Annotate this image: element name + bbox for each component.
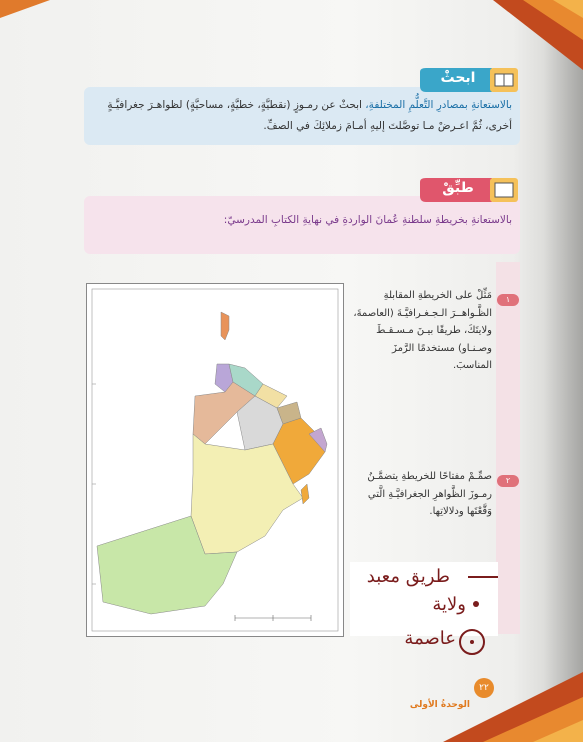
search-instructions — [94, 95, 512, 137]
search-title: ابحثْ — [440, 70, 476, 86]
question-text: صمِّـمْ مفتاحًا للخريطةِ يتضمَّـنُ رمـوزَ الظَّواهرِ الجغرافيَّـةِ الَّتي وَقَّعْتَها ودلالاتِها. — [367, 471, 492, 517]
question-side-strip — [496, 262, 520, 634]
unit-label: الوحدةُ الأولى — [409, 700, 470, 710]
question-number-badge: ١ — [497, 294, 519, 306]
question-text: مَثِّلْ على الخريطةِ المقابلةِ الظَّـواهــرَ الـجـغـرافيَّـةَ (العاصمةَ، ولايتَكَ، طريقًا بيـنَ مـسـقـطَ وصـنـاو) مستخدمًا الرَّمزَ المناسبَ. — [353, 290, 492, 371]
legend-wilayah-label: ولاية — [432, 594, 466, 615]
wilayah-symbol — [473, 601, 479, 607]
search-lead: بالاستعانةِ بمصادرِ التَّعلُّمِ المختلفةِ، — [365, 99, 512, 111]
corner-ribbon-bottom-right — [443, 652, 583, 742]
capital-symbol — [459, 629, 485, 655]
legend-road-label: طريق معبد — [366, 566, 450, 587]
apply-title: طبِّقْ — [442, 180, 474, 196]
corner-ribbon-top-right — [463, 0, 583, 70]
corner-ribbon-top-left — [0, 0, 50, 20]
page-curl-shadow — [543, 0, 583, 742]
oman-regions-map — [87, 284, 343, 636]
question-number-badge: ٢ — [497, 475, 519, 487]
oman-map — [86, 283, 344, 637]
page-number: ٢٢ — [474, 678, 494, 698]
apply-instruction: بالاستعانةِ بخريطةِ سلطنةِ عُمانَ الواردةِ في نهايةِ الكتابِ المدرسيّ: — [223, 214, 512, 226]
legend-capital-label: عاصمة — [404, 628, 456, 649]
search-body: ابحثْ عن رمـوزٍ (نقطيَّةٍ، خطيَّةٍ، مساحيَّةٍ) لظواهـرَ جغرافيَّـةٍ أخرى، ثُمَّ اعـرضْ مـا توصَّلتَ إليهِ أمـامَ زملائِكَ في الصفِّ. — [107, 99, 512, 132]
road-symbol — [468, 576, 498, 578]
